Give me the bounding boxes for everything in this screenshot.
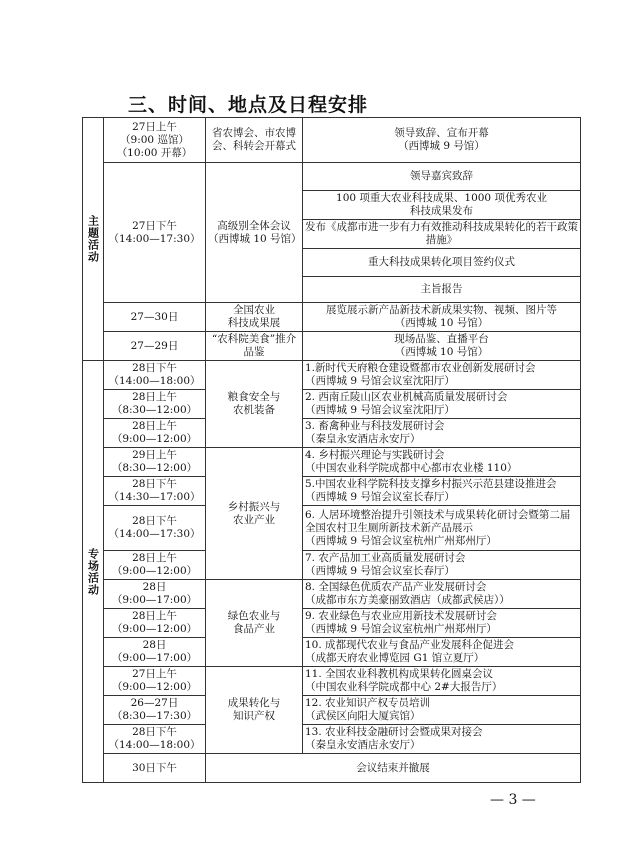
table-row: [83, 638, 581, 667]
event-name-cell: 高级别全体会议 （西博城 10 号馆）: [206, 163, 303, 303]
section-heading: 三、时间、地点及日程安排: [128, 94, 369, 116]
detail-cell: 领导致辞、宣布开幕 （西博城 9 号馆）: [303, 118, 581, 163]
time-cell: 27—29日: [104, 332, 206, 361]
detail-cell: 11. 全国农业科教机构成果转化圆桌会议 （中国农业科学院成都中心 2#大报告厅）: [303, 667, 581, 696]
detail-cell: 现场品鉴、直播平台 （西博城 10 号馆）: [303, 332, 581, 361]
session-group-cell: 成果转化与 知识产权: [206, 667, 303, 754]
detail-cell: 展览展示新产品新技术新成果实物、视频、图片等 （西博城 10 号馆）: [303, 303, 581, 332]
event-name-cell: 全国农业 科技成果展: [206, 303, 303, 332]
table-row: [83, 696, 581, 725]
table-row: [83, 609, 581, 638]
time-cell: 28日上午 （9:00—12:00）: [104, 551, 206, 580]
time-cell: 27—30日: [104, 303, 206, 332]
time-cell: 28日下午 （14:00—18:00）: [104, 725, 206, 754]
time-cell: 28日 （9:00—17:00）: [104, 580, 206, 609]
detail-cell: 5.中国农业科学院科技支撑乡村振兴示范县建设推进会 （西博城 9 号馆会议室长春厅）: [303, 477, 581, 506]
time-cell: 28日上午 （9:00—12:00）: [104, 609, 206, 638]
category-cell: [83, 361, 104, 783]
detail-cell: 8. 全国绿色优质农产品产业发展研讨会 （成都市东方美豪丽致酒店（成都武侯店））: [303, 580, 581, 609]
detail-cell: 13. 农业科技金融研讨会暨成果对接会 （秦皇永安酒店永安厅）: [303, 725, 581, 754]
time-cell: 28日上午 （9:00—12:00）: [104, 419, 206, 448]
time-cell: 28日下午 （14:00—18:00）: [104, 361, 206, 390]
table-row: [83, 390, 581, 419]
table-row: [83, 448, 581, 477]
detail-cell: 领导嘉宾致辞: [303, 163, 581, 191]
session-group-cell: 粮食安全与 农机装备: [206, 361, 303, 448]
table-row: [83, 551, 581, 580]
detail-cell: 发布《成都市进一步有力有效推动科技成果转化的若干政策措施》: [303, 220, 581, 249]
table-row: [83, 754, 581, 783]
detail-cell: 7. 农产品加工业高质量发展研讨会 （西博城 9 号馆会议室长春厅）: [303, 551, 581, 580]
category-label: 专场活动: [86, 547, 100, 596]
table-row: [83, 118, 581, 163]
detail-cell: 9. 农业绿色与农业应用新技术发展研讨会 （西博城 9 号馆会议室杭州广州郑州厅）: [303, 609, 581, 638]
time-cell: 27日下午 （14:00—17:30）: [104, 163, 206, 303]
detail-cell: 10. 成都现代农业与食品产业发展科企促进会 （成都天府农业博览园 G1 馆立夏厅）: [303, 638, 581, 667]
detail-cell: 4. 乡村振兴理论与实践研讨会 （中国农业科学院成都中心都市农业楼 110）: [303, 448, 581, 477]
table-row: [83, 419, 581, 448]
session-group-cell: 乡村振兴与 农业产业: [206, 448, 303, 580]
detail-cell: 2. 西南丘陵山区农业机械高质量发展研讨会 （西博城 9 号馆会议室沈阳厅）: [303, 390, 581, 419]
detail-cell: 6. 人居环境整治提升引领技术与成果转化研讨会暨第二届全国农村卫生厕所新技术新产品展示 （西博城 9 号馆会议室杭州广州郑州厅）: [303, 506, 581, 551]
detail-cell: 1.新时代天府粮仓建设暨都市农业创新发展研讨会 （西博城 9 号馆会议室沈阳厅）: [303, 361, 581, 390]
category-label: 主题活动: [86, 215, 100, 263]
detail-cell: 100 项重大农业科技成果、1000 项优秀农业 科技成果发布: [303, 191, 581, 220]
time-cell: 30日下午: [104, 754, 206, 783]
table-row: [83, 477, 581, 506]
detail-cell: 主旨报告: [303, 277, 581, 303]
closing-cell: 会议结束并撤展: [206, 754, 581, 783]
schedule-table: [82, 117, 581, 783]
time-cell: 28日上午 （8:30—12:00）: [104, 390, 206, 419]
time-cell: 29日上午 （8:30—12:00）: [104, 448, 206, 477]
table-row: [83, 506, 581, 551]
detail-cell: 12. 农业知识产权专员培训 （武侯区向阳大厦宾馆）: [303, 696, 581, 725]
time-cell: 27日上午 （9:00 巡馆） （10:00 开幕）: [104, 118, 206, 163]
event-name-cell: “农科院美食”推介品鉴: [206, 332, 303, 361]
table-row: [83, 725, 581, 754]
detail-cell: 3. 畜禽种业与科技发展研讨会 （秦皇永安酒店永安厅）: [303, 419, 581, 448]
table-row: [83, 580, 581, 609]
event-name-cell: 省农博会、市农博会、科转会开幕式: [206, 118, 303, 163]
category-cell: [83, 118, 104, 361]
page-number: — 3 —: [490, 792, 536, 808]
table-row: [83, 163, 581, 191]
table-row: [83, 361, 581, 390]
time-cell: 27日上午 （9:00—12:00）: [104, 667, 206, 696]
table-row: [83, 303, 581, 332]
detail-cell: 重大科技成果转化项目签约仪式: [303, 249, 581, 277]
table-row: [83, 332, 581, 361]
table-row: [83, 667, 581, 696]
time-cell: 28日 （9:00—17:00）: [104, 638, 206, 667]
time-cell: 28日下午 （14:30—17:00）: [104, 477, 206, 506]
time-cell: 26—27日 （8:30—17:30）: [104, 696, 206, 725]
time-cell: 28日下午 （14:00—17:30）: [104, 506, 206, 551]
session-group-cell: 绿色农业与 食品产业: [206, 580, 303, 667]
